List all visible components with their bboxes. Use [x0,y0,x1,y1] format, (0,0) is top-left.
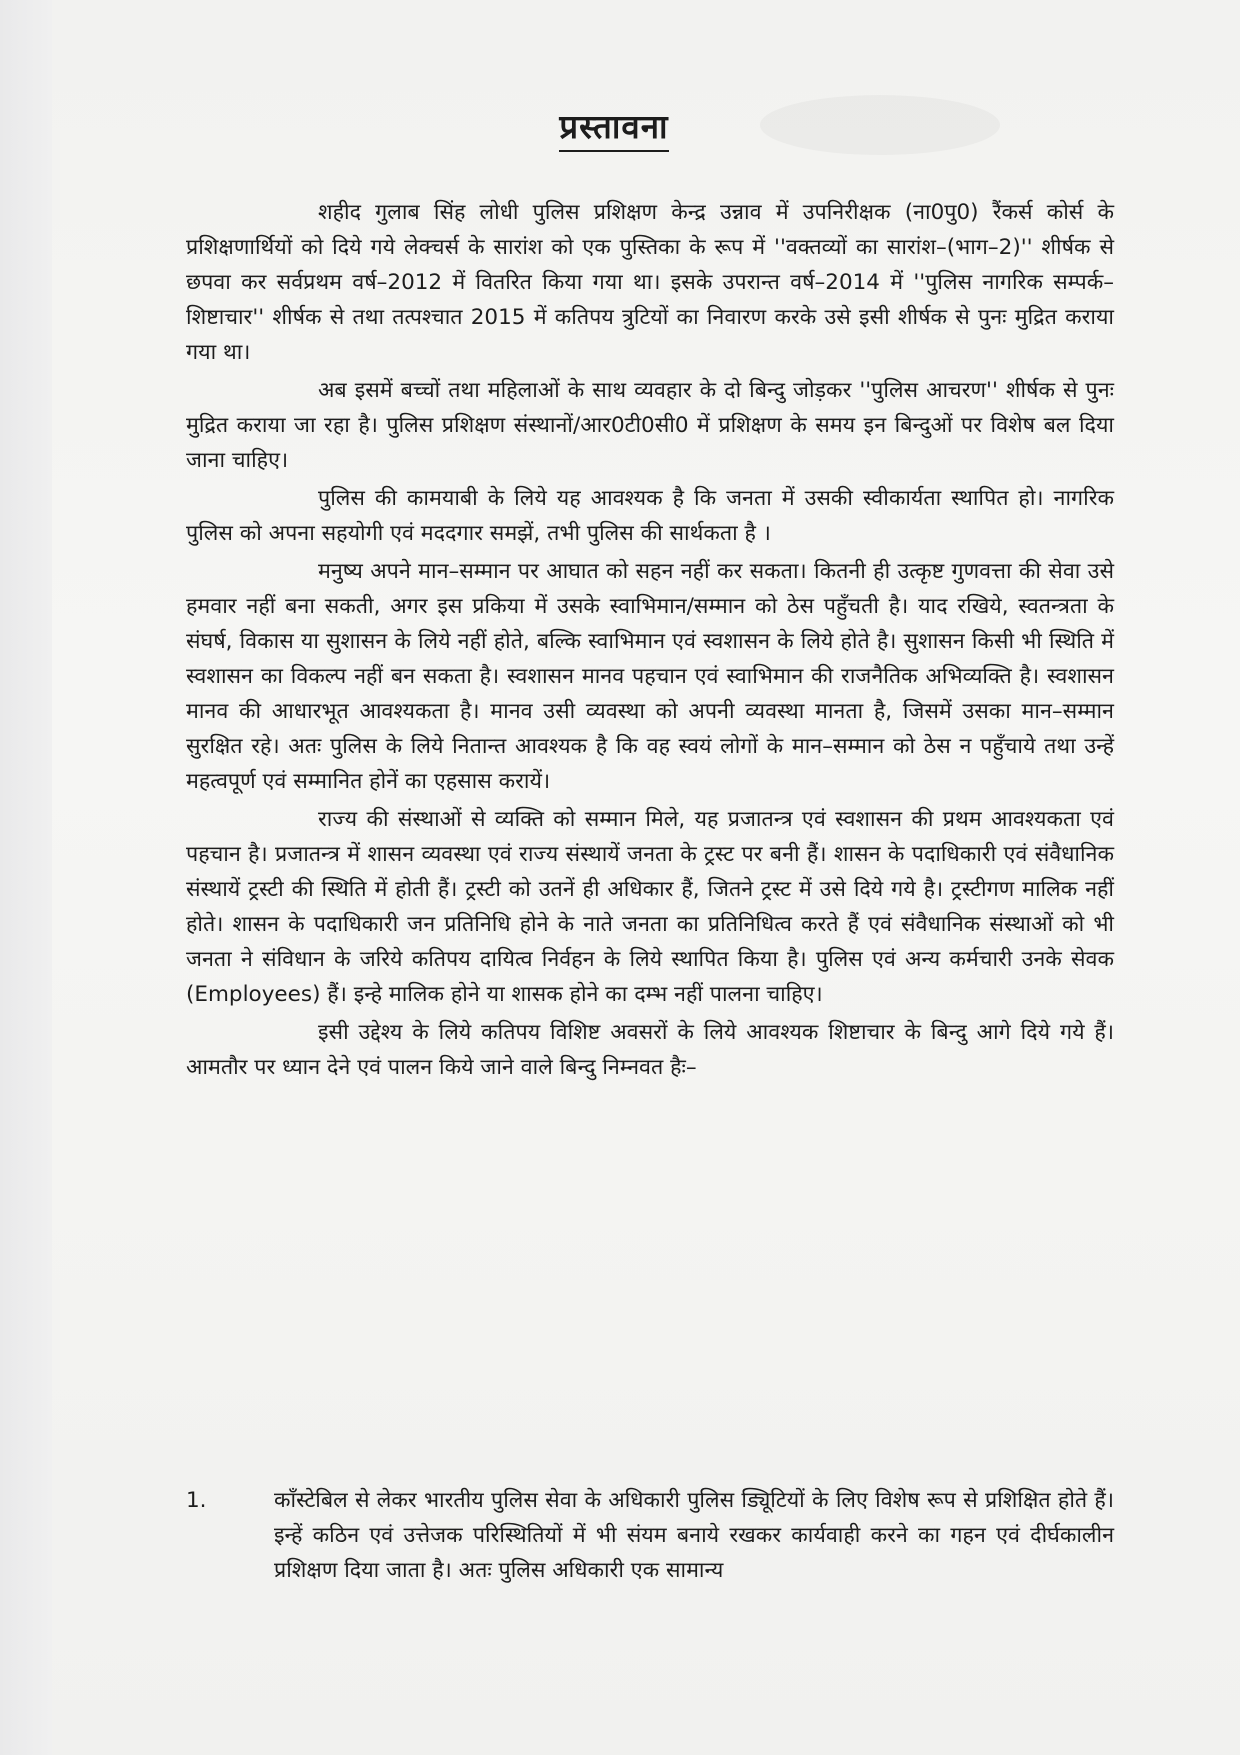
list-item-number: 1. [186,1488,207,1513]
page-title [0,103,1240,152]
paragraph: राज्य की संस्थाओं से व्यक्ति को सम्मान मिले, यह प्रजातन्त्र एवं स्वशासन की प्रथम आवश्यकता एवं पहचान है। प्रजातन्त्र में शासन व्यवस्था एवं राज्य संस्थायें जनता के ट्रस्ट पर बनी हैं। शासन के पदाधिकारी एवं संवैधानिक संस्थायें ट्रस्टी की स्थिति में होती हैं। ट्रस्टी को उतनें ही अधिकार हैं, जितने ट्रस्ट में उसे दिये गये है। ट्रस्टीगण मालिक नहीं होते। शासन के पदाधिकारी जन प्रतिनिधि होने के नाते जनता का प्रतिनिधित्व करते हैं एवं संवैधानिक संस्थाओं को भी जनता ने संविधान के जरिये कतिपय दायित्व निर्वहन के लिये स्थापित किया है। पुलिस एवं अन्य कर्मचारी उनके सेवक (Employees) हैं। इन्हे मालिक होने या शासक होने का दम्भ नहीं पालना चाहिए। [186,807,1114,1007]
numbered-list [186,1483,1114,1588]
paragraph: मनुष्य अपने मान–सम्मान पर आघात को सहन नहीं कर सकता। कितनी ही उत्कृष्ट गुणवत्ता की सेवा उसे हमवार नहीं बना सकती, अगर इस प्रकिया में उसके स्वाभिमान/सम्मान को ठेस पहुँचती है। याद रखिये, स्वतन्त्रता के संघर्ष, विकास या सुशासन के लिये नहीं होते, बल्कि स्वाभिमान एवं स्वशासन के लिये होते है। सुशासन किसी भी स्थिति में स्वशासन का विकल्प नहीं बन सकता है। स्वशासन मानव पहचान एवं स्वाभिमान की राजनैतिक अभिव्यक्ति है। स्वशासन मानव की आधारभूत आवश्यकता है। मानव उसी व्यवस्था को अपनी व्यवस्था मानता है, जिसमें उसका मान–सम्मान सुरक्षित रहे। अतः पुलिस के लिये नितान्त आवश्यक है कि वह स्वयं लोगों के मान–सम्मान को ठेस न पहुँचाये तथा उन्हें महत्वपूर्ण एवं सम्मानित होनें का एहसास करायें। [186,559,1114,794]
body-text [186,195,1114,1088]
paragraph: अब इसमें बच्चों तथा महिलाओं के साथ व्यवहार के दो बिन्दु जोड़कर ''पुलिस आचरण'' शीर्षक से पुनः मुद्रित कराया जा रहा है। पुलिस प्रशिक्षण संस्थानों/आर0टी0सी0 में प्रशिक्षण के समय इन बिन्दुओं पर विशेष बल दिया जाना चाहिए। [186,378,1114,473]
scan-margin [0,0,52,1755]
list-item-text: कॉंस्टेबिल से लेकर भारतीय पुलिस सेवा के अधिकारी पुलिस ड्यिूटियों के लिए विशेष रूप से प्रशिक्षित होते हैं। इन्हें कठिन एवं उत्तेजक परिस्थितियों में भी संयम बनाये रखकर कार्यवाही करने का गहन एवं दीर्घकालीन प्रशिक्षण दिया जाता है। अतः पुलिस अधिकारी एक सामान्य [274,1488,1114,1583]
paragraph: शहीद गुलाब सिंह लोधी पुलिस प्रशिक्षण केन्द्र उन्नाव में उपनिरीक्षक (ना0पु0) रैंकर्स कोर्स के प्रशिक्षणार्थियों को दिये गये लेक्चर्स के सारांश को एक पुस्तिका के रूप में ''वक्तव्यों का सारांश–(भाग–2)'' शीर्षक से छपवा कर सर्वप्रथम वर्ष–2012 में वितरित किया गया था। इसके उपरान्त वर्ष–2014 में ''पुलिस नागरिक सम्पर्क–शिष्टाचार'' शीर्षक से तथा तत्पश्चात 2015 में कतिपय त्रुटियों का निवारण करके उसे इसी शीर्षक से पुनः मुद्रित कराया गया था। [186,200,1114,365]
title-text: प्रस्तावना [559,103,668,152]
paragraph: पुलिस की कामयाबी के लिये यह आवश्यक है कि जनता में उसकी स्वीकार्यता स्थापित हो। नागरिक पुलिस को अपना सहयोगी एवं मददगार समझें, तभी पुलिस की सार्थकता है । [186,486,1114,546]
paragraph: इसी उद्देश्य के लिये कतिपय विशिष्ट अवसरों के लिये आवश्यक शिष्टाचार के बिन्दु आगे दिये गये हैं। आमतौर पर ध्यान देने एवं पालन किये जाने वाले बिन्दु निम्नवत हैः– [186,1020,1114,1080]
